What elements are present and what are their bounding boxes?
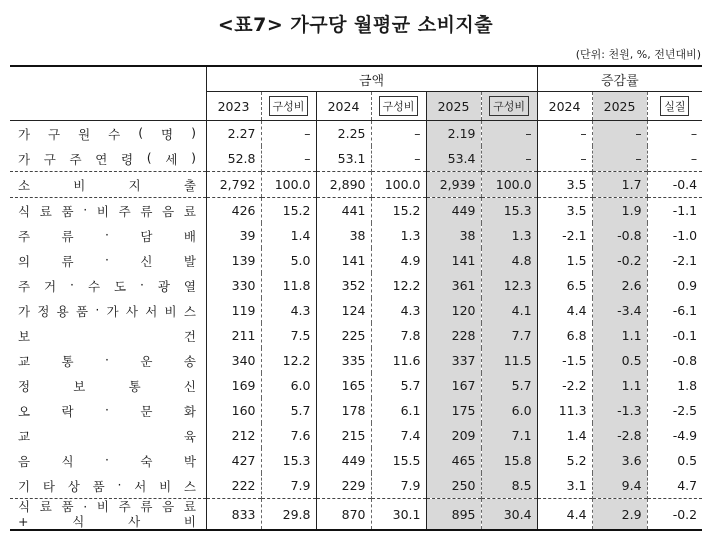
table-cell: 124 <box>316 298 371 323</box>
table-cell: 167 <box>426 373 481 398</box>
table-cell: 361 <box>426 273 481 298</box>
unit-note: (단위: 천원, %, 전년대비) <box>575 48 701 61</box>
table-cell: 12.3 <box>481 273 537 298</box>
table-cell: 1.3 <box>481 223 537 248</box>
table-cell: 229 <box>316 473 371 499</box>
table-cell: – <box>592 146 647 172</box>
table-cell: 4.4 <box>537 499 592 531</box>
row-label: 소 비 지 출 <box>18 177 196 193</box>
table-cell: 449 <box>316 448 371 473</box>
table-cell: 352 <box>316 273 371 298</box>
table-cell: 2.27 <box>206 121 261 147</box>
table-cell: -4.9 <box>647 423 702 448</box>
row-label-line2: + 식 사 비 <box>18 514 196 529</box>
table-cell: 11.6 <box>371 348 426 373</box>
table-cell: 1.1 <box>592 373 647 398</box>
table-cell: 7.8 <box>371 323 426 348</box>
table-cell: – <box>261 121 316 147</box>
table-row <box>10 348 702 373</box>
table-cell: 7.9 <box>261 473 316 499</box>
row-label: 교 육 <box>18 428 196 444</box>
table-cell: -1.0 <box>647 223 702 248</box>
table-cell: 38 <box>426 223 481 248</box>
table-cell: – <box>537 146 592 172</box>
table-cell: 5.2 <box>537 448 592 473</box>
table-cell: 3.5 <box>537 198 592 224</box>
table-cell: – <box>537 121 592 147</box>
row-label-line1: 식 료 품 · 비 주 류 음 료 <box>18 499 196 514</box>
table-cell: 330 <box>206 273 261 298</box>
consumption-table <box>10 65 702 531</box>
table-cell: 2,939 <box>426 172 481 198</box>
table-cell: 178 <box>316 398 371 423</box>
table-cell: 6.5 <box>537 273 592 298</box>
table-cell: 6.8 <box>537 323 592 348</box>
table-cell: 1.4 <box>537 423 592 448</box>
table-cell: 225 <box>316 323 371 348</box>
table-row-total-food <box>10 499 702 531</box>
table-cell: 441 <box>316 198 371 224</box>
table-cell: -1.5 <box>537 348 592 373</box>
table-cell: – <box>371 121 426 147</box>
table-cell: 895 <box>426 499 481 531</box>
table-cell: -2.1 <box>537 223 592 248</box>
table-cell: 250 <box>426 473 481 499</box>
amount-group-header: 금액 <box>206 66 537 92</box>
table-cell: 4.3 <box>261 298 316 323</box>
table-cell: 335 <box>316 348 371 373</box>
table-cell: -0.2 <box>647 499 702 531</box>
table-row <box>10 398 702 423</box>
table-cell: 100.0 <box>371 172 426 198</box>
table-cell: 0.5 <box>592 348 647 373</box>
row-label: 보 건 <box>18 328 196 344</box>
table-cell: 209 <box>426 423 481 448</box>
table-cell: 169 <box>206 373 261 398</box>
table-cell: 0.9 <box>647 273 702 298</box>
table-cell: 449 <box>426 198 481 224</box>
table-cell: 7.1 <box>481 423 537 448</box>
table-cell: 7.9 <box>371 473 426 499</box>
row-label: 음 식 · 숙 박 <box>18 451 196 469</box>
table-row <box>10 248 702 273</box>
table-cell: 139 <box>206 248 261 273</box>
table-cell: – <box>647 146 702 172</box>
table-cell: 141 <box>426 248 481 273</box>
table-cell: 30.1 <box>371 499 426 531</box>
table-cell: 100.0 <box>261 172 316 198</box>
table-cell: – <box>481 146 537 172</box>
table-cell: 1.4 <box>261 223 316 248</box>
row-label: 오 락 · 문 화 <box>18 401 196 419</box>
table-cell: 30.4 <box>481 499 537 531</box>
table-cell: 427 <box>206 448 261 473</box>
table-cell: 337 <box>426 348 481 373</box>
table-cell: 15.2 <box>261 198 316 224</box>
col-2024: 2024 <box>316 92 371 121</box>
table-cell: 6.1 <box>371 398 426 423</box>
table-row <box>10 423 702 448</box>
table-cell: 5.7 <box>371 373 426 398</box>
row-label: 주 거 · 수 도 · 광 열 <box>18 276 196 294</box>
table-cell: 465 <box>426 448 481 473</box>
table-cell: 53.4 <box>426 146 481 172</box>
table-cell: 12.2 <box>261 348 316 373</box>
table-cell: -1.1 <box>647 198 702 224</box>
table-cell: 1.1 <box>592 323 647 348</box>
header-row-2 <box>10 92 702 121</box>
table-cell: 2.25 <box>316 121 371 147</box>
table-cell: -2.8 <box>592 423 647 448</box>
table-cell: 141 <box>316 248 371 273</box>
table-cell: – <box>371 146 426 172</box>
col-share-2025: 구성비 <box>489 96 529 116</box>
row-label: 가 구 원 수 ( 명 ) <box>18 124 196 142</box>
table-row <box>10 323 702 348</box>
table-cell: 2,890 <box>316 172 371 198</box>
table-cell: 3.1 <box>537 473 592 499</box>
table-cell: 426 <box>206 198 261 224</box>
table-cell: 215 <box>316 423 371 448</box>
table-cell: 39 <box>206 223 261 248</box>
table-row <box>10 146 702 172</box>
table-cell: -1.3 <box>592 398 647 423</box>
table-cell: 870 <box>316 499 371 531</box>
table-row <box>10 448 702 473</box>
table-cell: 4.9 <box>371 248 426 273</box>
table-cell: 228 <box>426 323 481 348</box>
table-cell: 29.8 <box>261 499 316 531</box>
table-row <box>10 223 702 248</box>
table-cell: -0.1 <box>647 323 702 348</box>
table-cell: 15.3 <box>261 448 316 473</box>
table-cell: 15.2 <box>371 198 426 224</box>
table-cell: 4.7 <box>647 473 702 499</box>
table-cell: 4.4 <box>537 298 592 323</box>
table-cell: 7.7 <box>481 323 537 348</box>
table-cell: 100.0 <box>481 172 537 198</box>
table-cell: 4.3 <box>371 298 426 323</box>
row-label: 식 료 품 · 비 주 류 음 료 <box>18 201 196 219</box>
table-cell: 5.7 <box>481 373 537 398</box>
table-row <box>10 198 702 224</box>
table-cell: – <box>647 121 702 147</box>
table-cell: 3.6 <box>592 448 647 473</box>
table-cell: -6.1 <box>647 298 702 323</box>
header-row-1 <box>10 66 702 92</box>
table-cell: 3.5 <box>537 172 592 198</box>
table-cell: 160 <box>206 398 261 423</box>
table-cell: 212 <box>206 423 261 448</box>
table-cell: 7.4 <box>371 423 426 448</box>
table-cell: 340 <box>206 348 261 373</box>
table-cell: -3.4 <box>592 298 647 323</box>
col-2023: 2023 <box>206 92 261 121</box>
table-cell: 2.6 <box>592 273 647 298</box>
table-cell: -0.2 <box>592 248 647 273</box>
col-2025: 2025 <box>426 92 481 121</box>
table-cell: 6.0 <box>261 373 316 398</box>
table-cell: 1.7 <box>592 172 647 198</box>
table-cell: 4.8 <box>481 248 537 273</box>
table-cell: 2.9 <box>592 499 647 531</box>
row-label: 주 류 · 담 배 <box>18 226 196 244</box>
table-cell: 0.5 <box>647 448 702 473</box>
table-cell: 5.0 <box>261 248 316 273</box>
table-cell: 119 <box>206 298 261 323</box>
table-cell: 15.3 <box>481 198 537 224</box>
table-cell: -2.1 <box>647 248 702 273</box>
table-cell: 11.3 <box>537 398 592 423</box>
table-cell: 222 <box>206 473 261 499</box>
table-cell: 1.3 <box>371 223 426 248</box>
table-cell: -0.8 <box>647 348 702 373</box>
col-change-2024: 2024 <box>537 92 592 121</box>
table-cell: 2,792 <box>206 172 261 198</box>
table-row <box>10 298 702 323</box>
row-label: 가 구 주 연 령 ( 세 ) <box>18 149 196 167</box>
table-cell: – <box>481 121 537 147</box>
table-cell: -0.4 <box>647 172 702 198</box>
table-cell: 4.1 <box>481 298 537 323</box>
table-cell: 1.5 <box>537 248 592 273</box>
table-cell: 5.7 <box>261 398 316 423</box>
table-cell: 52.8 <box>206 146 261 172</box>
table-cell: -2.5 <box>647 398 702 423</box>
table-cell: 7.5 <box>261 323 316 348</box>
table-cell: 15.5 <box>371 448 426 473</box>
col-change-2025: 2025 <box>592 92 647 121</box>
table-row <box>10 172 702 198</box>
table-title: <표7> 가구당 월평균 소비지출 <box>217 14 494 36</box>
table-cell: -0.8 <box>592 223 647 248</box>
table-cell: 15.8 <box>481 448 537 473</box>
table-cell: 9.4 <box>592 473 647 499</box>
table-cell: -2.2 <box>537 373 592 398</box>
table-row <box>10 473 702 499</box>
table-cell: 53.1 <box>316 146 371 172</box>
change-group-header: 증감률 <box>537 66 702 92</box>
table-cell: 7.6 <box>261 423 316 448</box>
table-cell: 11.5 <box>481 348 537 373</box>
table-row <box>10 121 702 147</box>
table-cell: 165 <box>316 373 371 398</box>
table-cell: 1.8 <box>647 373 702 398</box>
col-share-2023: 구성비 <box>269 96 309 116</box>
table-cell: 6.0 <box>481 398 537 423</box>
table-cell: 833 <box>206 499 261 531</box>
table-row <box>10 373 702 398</box>
row-label: 정 보 통 신 <box>18 378 196 394</box>
col-share-2024: 구성비 <box>379 96 419 116</box>
row-label: 의 류 · 신 발 <box>18 251 196 269</box>
table-cell: 120 <box>426 298 481 323</box>
table-cell: 11.8 <box>261 273 316 298</box>
table-row <box>10 273 702 298</box>
table-cell: 38 <box>316 223 371 248</box>
table-cell: 8.5 <box>481 473 537 499</box>
table-cell: – <box>592 121 647 147</box>
row-label: 기 타 상 품 · 서 비 스 <box>18 476 196 494</box>
row-label: 가 정 용 품 · 가 사 서 비 스 <box>18 301 196 319</box>
table-cell: – <box>261 146 316 172</box>
table-cell: 175 <box>426 398 481 423</box>
table-cell: 2.19 <box>426 121 481 147</box>
row-label: 교 통 · 운 송 <box>18 351 196 369</box>
table-cell: 1.9 <box>592 198 647 224</box>
table-cell: 12.2 <box>371 273 426 298</box>
table-cell: 211 <box>206 323 261 348</box>
col-real: 실질 <box>660 96 689 116</box>
